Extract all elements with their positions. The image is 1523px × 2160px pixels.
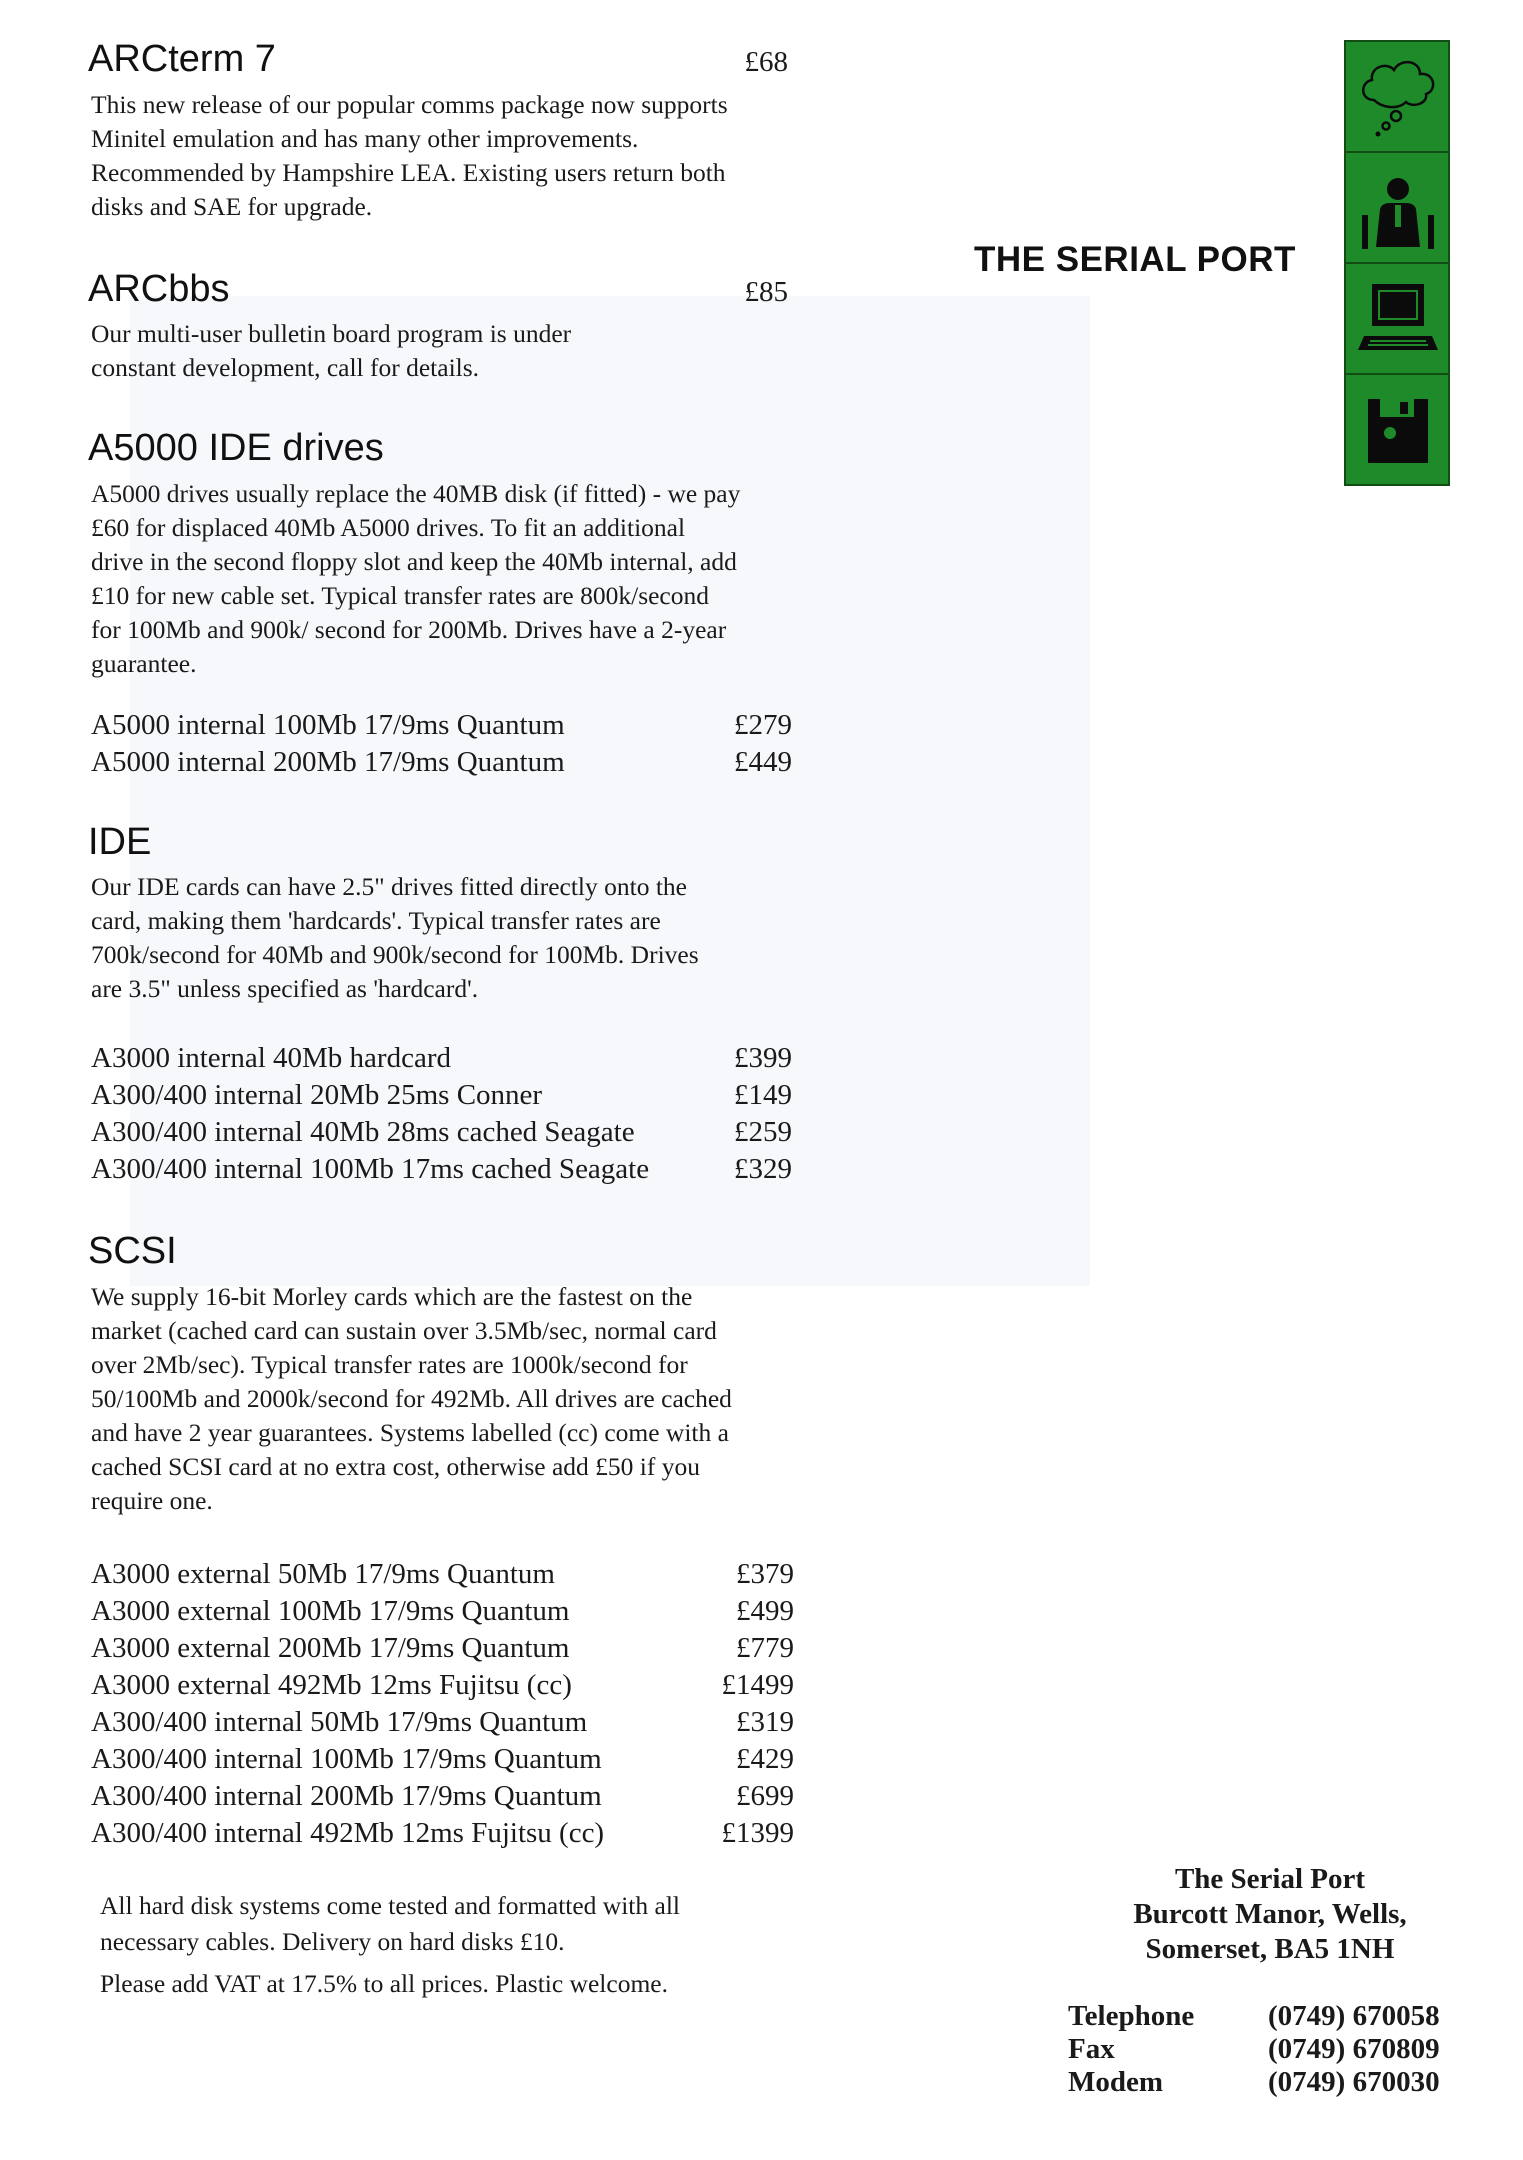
contact-label: Fax (1068, 2033, 1115, 2065)
item-name: A300/400 internal 20Mb 25ms Conner (91, 1079, 543, 1111)
item-name: A3000 external 50Mb 17/9ms Quantum (91, 1557, 555, 1590)
item-name: A300/400 internal 50Mb 17/9ms Quantum (91, 1705, 588, 1738)
a5000-price-list (88, 707, 792, 781)
item-price: £449 (734, 745, 792, 778)
section-arcbbs (88, 266, 798, 386)
price-row (88, 1741, 794, 1778)
thought-cloud-icon (1346, 42, 1448, 153)
price-row (88, 1556, 794, 1593)
item-name: A300/400 internal 200Mb 17/9ms Quantum (91, 1779, 602, 1812)
ide-title: IDE (88, 820, 152, 863)
contact-details (1068, 2000, 1440, 2099)
item-price: £1399 (721, 1816, 794, 1849)
scsi-description: We supply 16-bit Morley cards which are the fastest on the market (cached card can sustain over 3.5Mb/sec, normal card over 2Mb/sec). Typical transfer rates are 1000k/second for 50/100Mb and 2000k/second for 492Mb. All drives are cached and have 2 year guarantees. Systems labelled (cc) come with a cached SCSI card at no extra cost, otherwise add £50 if you require one. (91, 1281, 732, 1515)
item-name: A3000 internal 40Mb hardcard (91, 1042, 451, 1074)
price-row (88, 1114, 792, 1151)
item-price: £379 (736, 1557, 794, 1590)
arcterm-title: ARCterm 7 (88, 38, 276, 80)
item-price: £429 (736, 1742, 794, 1775)
footer-note-delivery: All hard disk systems come tested and formatted with all necessary cables. Delivery on hard disks £10. (100, 1890, 681, 1956)
item-price: £279 (734, 708, 792, 741)
item-name: A3000 external 200Mb 17/9ms Quantum (91, 1631, 570, 1664)
icon-panel (1344, 40, 1450, 486)
product-column (88, 36, 798, 2008)
a5000-title: A5000 IDE drives (88, 427, 384, 469)
brand-title: THE SERIAL PORT (974, 240, 1296, 279)
contact-label: Modem (1068, 2066, 1164, 2098)
item-name: A5000 internal 100Mb 17/9ms Quantum (91, 708, 565, 741)
price-row (88, 1815, 794, 1852)
contact-value: (0749) 670058 (1268, 2000, 1440, 2032)
person-at-desk-icon (1346, 153, 1448, 264)
item-name: A3000 external 100Mb 17/9ms Quantum (91, 1594, 570, 1627)
section-arcterm (88, 36, 798, 224)
contact-row-telephone (1068, 2000, 1440, 2033)
price-row (88, 1667, 794, 1704)
section-ide (88, 819, 798, 1189)
contact-label: Telephone (1068, 2000, 1195, 2032)
item-name: A300/400 internal 100Mb 17/9ms Quantum (91, 1742, 602, 1775)
arcterm-description: This new release of our popular comms package now supports Minitel emulation and has many other improvements. Recommended by Hampshire LEA. Existing users return both disks and SAE for upgrade. (91, 89, 728, 221)
item-price: £259 (734, 1116, 792, 1148)
laptop-computer-icon (1346, 264, 1448, 375)
floppy-disk-icon (1346, 375, 1448, 486)
item-price: £499 (736, 1594, 794, 1627)
address-line: Burcott Manor, Wells, (1133, 1898, 1407, 1930)
contact-row-fax (1068, 2033, 1440, 2066)
item-name: A5000 internal 200Mb 17/9ms Quantum (91, 745, 565, 778)
footer-note-vat: Please add VAT at 17.5% to all prices. Plastic welcome. (100, 1968, 668, 1998)
item-name: A300/400 internal 100Mb 17ms cached Seagate (91, 1153, 650, 1185)
ide-price-list (88, 1040, 792, 1188)
item-price: £399 (734, 1042, 792, 1074)
price-row (88, 1593, 794, 1630)
item-price: £149 (734, 1079, 792, 1111)
arcbbs-header (88, 266, 788, 314)
scsi-title: SCSI (88, 1230, 177, 1272)
item-name: A300/400 internal 492Mb 12ms Fujitsu (cc) (91, 1816, 605, 1849)
price-row (88, 1704, 794, 1741)
section-a5000 (88, 425, 798, 781)
price-row (88, 1778, 794, 1815)
contact-value: (0749) 670030 (1268, 2066, 1440, 2098)
ide-description: Our IDE cards can have 2.5" drives fitted directly onto the card, making them 'hardcards'. Typical transfer rates are 700k/second for 40Mb and 900k/second for 100Mb. Drives are 3.5" unless specified as 'hardcard'. (91, 872, 699, 1003)
item-price: £699 (736, 1779, 794, 1812)
section-scsi (88, 1228, 798, 1852)
item-name: A3000 external 492Mb 12ms Fujitsu (cc) (91, 1668, 572, 1701)
item-price: £329 (734, 1153, 792, 1185)
price-row (88, 744, 792, 781)
item-price: £1499 (721, 1668, 794, 1701)
footer-notes (88, 1888, 798, 2002)
item-name: A300/400 internal 40Mb 28ms cached Seagate (91, 1116, 635, 1148)
price-row (88, 1040, 792, 1077)
contact-row-modem (1068, 2066, 1440, 2099)
item-price: £779 (736, 1631, 794, 1664)
company-address (1080, 1862, 1460, 1967)
price-row (88, 1630, 794, 1667)
a5000-description: A5000 drives usually replace the 40MB disk (if fitted) - we pay £60 for displaced 40Mb A5000 drives. To fit an additional drive in the second floppy slot and keep the 40Mb internal, add £10 for new cable set. Typical transfer rates are 800k/second for 100Mb and 900k/ second for 200Mb. Drives have a 2-year guarantee. (91, 478, 741, 678)
address-line: The Serial Port (1174, 1863, 1366, 1895)
contact-value: (0749) 670809 (1268, 2033, 1440, 2065)
price-row (88, 1077, 792, 1114)
arcbbs-title: ARCbbs (88, 267, 230, 310)
scsi-price-list (88, 1556, 794, 1852)
item-price: £319 (736, 1705, 794, 1738)
arcbbs-price: £85 (744, 275, 788, 308)
arcbbs-description: Our multi-user bulletin board program is under constant development, call for details. (91, 319, 572, 382)
price-row (88, 1151, 792, 1188)
arcterm-price: £68 (744, 46, 788, 78)
price-row (88, 707, 792, 744)
arcterm-header (88, 36, 788, 84)
address-line: Somerset, BA5 1NH (1145, 1933, 1395, 1965)
